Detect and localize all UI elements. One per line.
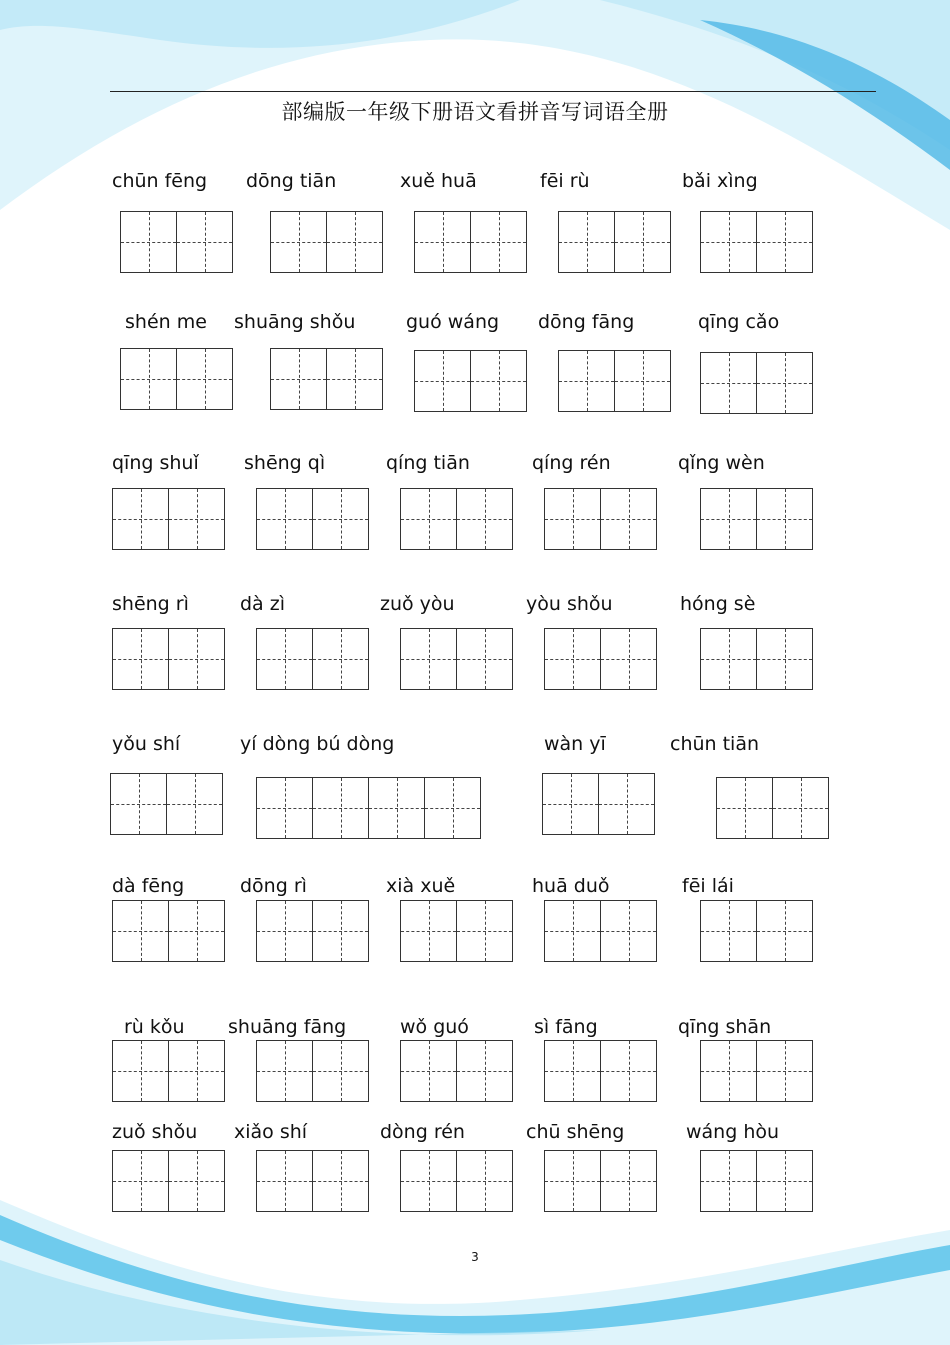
writing-cell[interactable] xyxy=(113,629,169,689)
writing-cell[interactable] xyxy=(177,349,233,409)
writing-cell[interactable] xyxy=(701,1041,757,1101)
pinyin-word: chūn tiān xyxy=(670,733,760,755)
writing-box[interactable] xyxy=(112,628,225,690)
writing-box[interactable] xyxy=(400,628,513,690)
pinyin-word: wáng hòu xyxy=(686,1121,780,1143)
pinyin-word: qíng rén xyxy=(532,452,611,474)
writing-cell[interactable] xyxy=(327,349,383,409)
writing-box[interactable] xyxy=(700,488,813,550)
writing-box[interactable] xyxy=(700,211,813,273)
writing-cell[interactable] xyxy=(177,212,233,272)
writing-cell[interactable] xyxy=(773,778,829,838)
pinyin-word: xià xuě xyxy=(386,875,456,897)
pinyin-word: fēi lái xyxy=(682,875,734,897)
writing-box[interactable] xyxy=(544,900,657,962)
writing-cell[interactable] xyxy=(701,212,757,272)
writing-cell[interactable] xyxy=(601,489,657,549)
writing-cell[interactable] xyxy=(559,351,615,411)
pinyin-word: fēi rù xyxy=(540,170,590,192)
pinyin-word: dōng rì xyxy=(240,875,307,897)
writing-box[interactable] xyxy=(700,628,813,690)
pinyin-row xyxy=(112,452,852,482)
writing-cell[interactable] xyxy=(327,212,383,272)
writing-cell[interactable] xyxy=(425,778,481,838)
writing-cell[interactable] xyxy=(167,774,223,834)
writing-cell[interactable] xyxy=(601,901,657,961)
writing-cell[interactable] xyxy=(169,1041,225,1101)
writing-box[interactable] xyxy=(542,773,655,835)
pinyin-word: shén me xyxy=(125,311,207,333)
writing-cell[interactable] xyxy=(401,489,457,549)
writing-cell[interactable] xyxy=(757,901,813,961)
writing-cell[interactable] xyxy=(313,1151,369,1211)
writing-box[interactable] xyxy=(400,1150,513,1212)
writing-cell[interactable] xyxy=(701,629,757,689)
writing-box[interactable] xyxy=(716,777,829,839)
writing-box[interactable] xyxy=(544,628,657,690)
writing-cell[interactable] xyxy=(615,212,671,272)
writing-cell[interactable] xyxy=(113,901,169,961)
writing-cell[interactable] xyxy=(545,1151,601,1211)
writing-cell[interactable] xyxy=(559,212,615,272)
pinyin-word: shēng rì xyxy=(112,593,189,615)
writing-cell[interactable] xyxy=(401,1151,457,1211)
writing-cell[interactable] xyxy=(313,629,369,689)
writing-box[interactable] xyxy=(112,1150,225,1212)
pinyin-word: huā duǒ xyxy=(532,875,610,897)
writing-box[interactable] xyxy=(112,900,225,962)
writing-cell[interactable] xyxy=(257,629,313,689)
writing-cell[interactable] xyxy=(169,629,225,689)
writing-box[interactable] xyxy=(112,488,225,550)
pinyin-word: shuāng shǒu xyxy=(234,311,356,333)
writing-box[interactable] xyxy=(112,1040,225,1102)
writing-cell[interactable] xyxy=(113,1151,169,1211)
writing-cell[interactable] xyxy=(457,1151,513,1211)
writing-box[interactable] xyxy=(256,1150,369,1212)
pinyin-word: shuāng fāng xyxy=(228,1016,347,1038)
writing-cell[interactable] xyxy=(257,1041,313,1101)
writing-cell[interactable] xyxy=(599,774,655,834)
writing-box[interactable] xyxy=(700,900,813,962)
writing-cell[interactable] xyxy=(615,351,671,411)
writing-cell[interactable] xyxy=(717,778,773,838)
writing-cell[interactable] xyxy=(313,901,369,961)
writing-cell[interactable] xyxy=(169,489,225,549)
writing-cell[interactable] xyxy=(257,778,313,838)
pinyin-word: chūn fēng xyxy=(112,170,208,192)
writing-cell[interactable] xyxy=(271,349,327,409)
pinyin-row xyxy=(112,170,852,200)
writing-cell[interactable] xyxy=(257,1151,313,1211)
header-rule xyxy=(110,91,876,92)
writing-cell[interactable] xyxy=(111,774,167,834)
writing-cell[interactable] xyxy=(701,353,757,413)
pinyin-word: wǒ guó xyxy=(400,1016,469,1038)
pinyin-row xyxy=(112,593,852,623)
writing-cell[interactable] xyxy=(401,629,457,689)
pinyin-word: rù kǒu xyxy=(124,1016,185,1038)
pinyin-word: yòu shǒu xyxy=(526,593,613,615)
pinyin-word: dōng fāng xyxy=(538,311,635,333)
writing-cell[interactable] xyxy=(701,489,757,549)
writing-cell[interactable] xyxy=(545,1041,601,1101)
writing-cell[interactable] xyxy=(113,489,169,549)
writing-cell[interactable] xyxy=(257,489,313,549)
pinyin-word: hóng sè xyxy=(680,593,756,615)
writing-box[interactable] xyxy=(544,1040,657,1102)
writing-cell[interactable] xyxy=(543,774,599,834)
writing-cell[interactable] xyxy=(257,901,313,961)
pinyin-word: dà zì xyxy=(240,593,285,615)
writing-box[interactable] xyxy=(110,773,223,835)
writing-cell[interactable] xyxy=(757,353,813,413)
writing-cell[interactable] xyxy=(601,1041,657,1101)
writing-cell[interactable] xyxy=(313,778,369,838)
writing-cell[interactable] xyxy=(701,1151,757,1211)
writing-cell[interactable] xyxy=(313,489,369,549)
writing-box[interactable] xyxy=(700,1150,813,1212)
writing-cell[interactable] xyxy=(545,629,601,689)
writing-cell[interactable] xyxy=(369,778,425,838)
writing-box[interactable] xyxy=(400,900,513,962)
writing-cell[interactable] xyxy=(757,629,813,689)
writing-box[interactable] xyxy=(558,211,671,273)
pinyin-word: xiǎo shí xyxy=(234,1121,308,1143)
page-number: 3 xyxy=(471,1250,479,1264)
writing-cell[interactable] xyxy=(313,1041,369,1101)
writing-box[interactable] xyxy=(120,348,233,410)
pinyin-word: sì fāng xyxy=(534,1016,598,1038)
writing-box[interactable] xyxy=(256,777,481,839)
pinyin-word: yǒu shí xyxy=(112,733,181,755)
writing-cell[interactable] xyxy=(757,1151,813,1211)
pinyin-word: shēng qì xyxy=(244,452,326,474)
pinyin-word: bǎi xìng xyxy=(682,170,758,192)
writing-cell[interactable] xyxy=(401,901,457,961)
writing-cell[interactable] xyxy=(457,1041,513,1101)
writing-cell[interactable] xyxy=(601,1151,657,1211)
writing-cell[interactable] xyxy=(415,212,471,272)
pinyin-word: qīng cǎo xyxy=(698,311,780,333)
writing-cell[interactable] xyxy=(457,629,513,689)
writing-box[interactable] xyxy=(558,350,671,412)
writing-cell[interactable] xyxy=(415,351,471,411)
writing-box[interactable] xyxy=(270,211,383,273)
writing-cell[interactable] xyxy=(471,212,527,272)
pinyin-word: yí dòng bú dòng xyxy=(240,733,395,755)
pinyin-word: qíng tiān xyxy=(386,452,470,474)
writing-box[interactable] xyxy=(270,348,383,410)
writing-cell[interactable] xyxy=(121,349,177,409)
pinyin-word: zuǒ shǒu xyxy=(112,1121,198,1143)
writing-cell[interactable] xyxy=(545,901,601,961)
pinyin-word: xuě huā xyxy=(400,170,477,192)
writing-cell[interactable] xyxy=(121,212,177,272)
pinyin-word: zuǒ yòu xyxy=(380,593,455,615)
page-title: 部编版一年级下册语文看拼音写词语全册 xyxy=(281,100,669,124)
pinyin-word: dòng rén xyxy=(380,1121,465,1143)
pinyin-row xyxy=(112,733,852,763)
writing-box[interactable] xyxy=(414,211,527,273)
pinyin-word: dà fēng xyxy=(112,875,185,897)
writing-box[interactable] xyxy=(120,211,233,273)
pinyin-word: chū shēng xyxy=(526,1121,625,1143)
writing-box[interactable] xyxy=(414,350,527,412)
writing-cell[interactable] xyxy=(457,489,513,549)
writing-cell[interactable] xyxy=(457,901,513,961)
writing-cell[interactable] xyxy=(169,901,225,961)
writing-cell[interactable] xyxy=(401,1041,457,1101)
pinyin-word: dōng tiān xyxy=(246,170,337,192)
writing-box[interactable] xyxy=(544,488,657,550)
pinyin-word: wàn yī xyxy=(544,733,606,755)
writing-cell[interactable] xyxy=(113,1041,169,1101)
writing-cell[interactable] xyxy=(545,489,601,549)
writing-cell[interactable] xyxy=(757,1041,813,1101)
pinyin-row xyxy=(112,311,852,341)
writing-box[interactable] xyxy=(400,1040,513,1102)
writing-box[interactable] xyxy=(256,628,369,690)
writing-box[interactable] xyxy=(700,1040,813,1102)
pinyin-word: qīng shān xyxy=(678,1016,772,1038)
writing-cell[interactable] xyxy=(471,351,527,411)
writing-cell[interactable] xyxy=(271,212,327,272)
pinyin-word: qīng shuǐ xyxy=(112,452,199,474)
writing-cell[interactable] xyxy=(757,212,813,272)
pinyin-row xyxy=(112,1121,852,1151)
writing-cell[interactable] xyxy=(701,901,757,961)
writing-box[interactable] xyxy=(256,1040,369,1102)
writing-cell[interactable] xyxy=(169,1151,225,1211)
writing-box[interactable] xyxy=(400,488,513,550)
writing-box[interactable] xyxy=(544,1150,657,1212)
writing-box[interactable] xyxy=(700,352,813,414)
pinyin-word: qǐng wèn xyxy=(678,452,765,474)
writing-box[interactable] xyxy=(256,900,369,962)
writing-cell[interactable] xyxy=(601,629,657,689)
writing-cell[interactable] xyxy=(757,489,813,549)
writing-box[interactable] xyxy=(256,488,369,550)
pinyin-word: guó wáng xyxy=(406,311,500,333)
